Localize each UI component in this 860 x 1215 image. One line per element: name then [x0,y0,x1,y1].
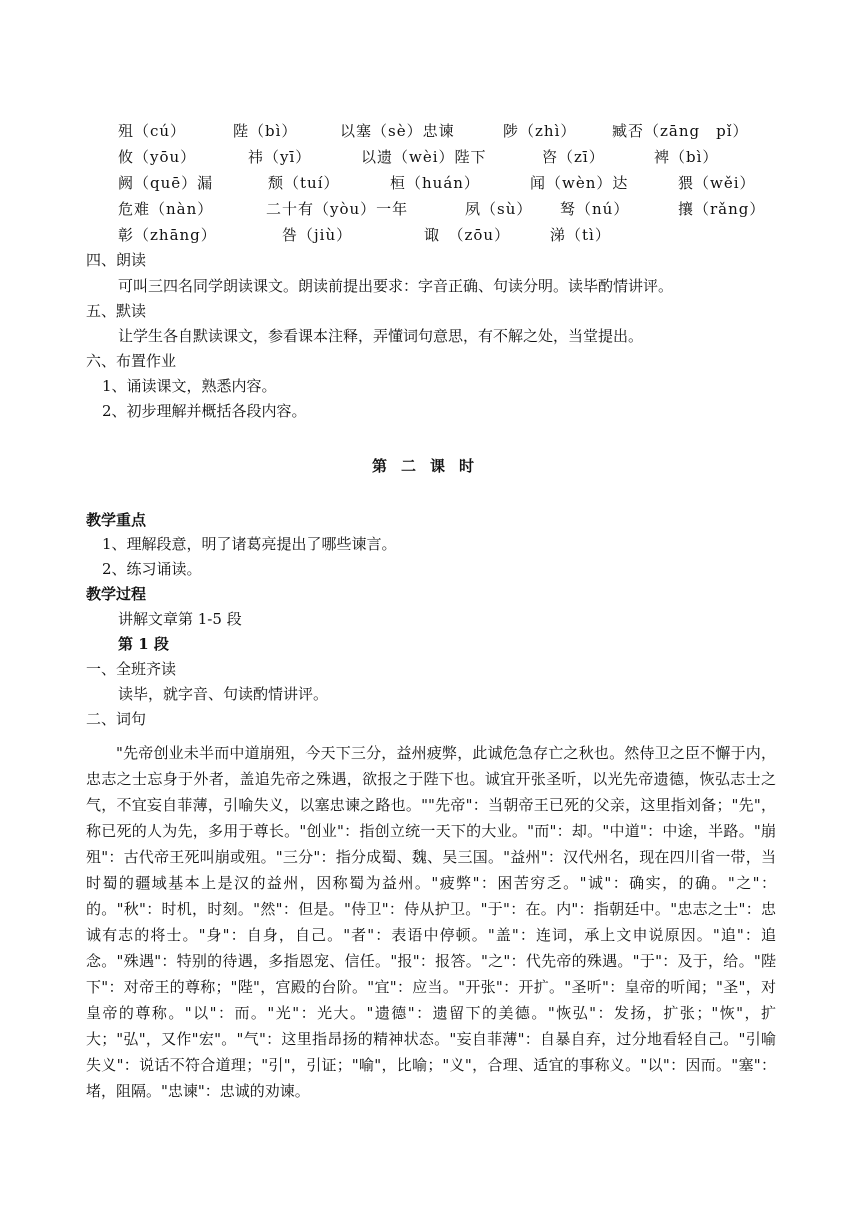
process-heading: 教学过程 [86,585,147,603]
pinyin-item: 咨（zī） [542,148,605,166]
pinyin-item: 以遗（wèi）陛下 [361,148,487,166]
pinyin-item: 殂（cú） [118,122,187,140]
step-heading: 二、词句 [86,710,147,728]
section-text: 让学生各自默读课文，参看课本注释，弄懂词句意思，有不解之处，当堂提出。 [118,327,644,345]
pinyin-item: 臧否（zāng pǐ） [612,122,749,140]
pinyin-item: 二十有（yòu）一年 [266,200,409,218]
pinyin-item: 祎（yī） [248,148,312,166]
pinyin-item: 陛（bì） [233,122,298,140]
list-item: 2、初步理解并概括各段内容。 [102,402,307,420]
list-item: 2、练习诵读。 [102,560,202,578]
pinyin-list [118,118,798,248]
pinyin-row [118,222,798,248]
paragraph-title: 第 1 段 [118,635,169,653]
pinyin-row [118,196,798,222]
pinyin-item: 猥（wěi） [678,174,756,192]
step-text: 读毕，就字音、句读酌情讲评。 [118,685,329,703]
pinyin-item: 夙（sù） [465,200,533,218]
process-intro: 讲解文章第 1-5 段 [118,610,242,628]
pinyin-item: 颓（tuí） [268,174,340,192]
section-heading: 五、默读 [86,302,147,320]
section-heading: 四、朗读 [86,251,147,269]
pinyin-item: 诹 （zōu） [424,226,511,244]
pinyin-item: 危难（nàn） [118,200,214,218]
step-heading: 一、全班齐读 [86,660,177,678]
pinyin-item: 阙（quē）漏 [118,174,214,192]
list-item: 1、理解段意，明了诸葛亮提出了哪些谏言。 [102,535,397,553]
key-points-heading: 教学重点 [86,511,147,529]
pinyin-item: 闻（wèn）达 [530,174,629,192]
pinyin-item: 咎（jiù） [282,226,353,244]
pinyin-item: 彰（zhāng） [118,226,217,244]
section-text: 可叫三四名同学朗读课文。朗读前提出要求：字音正确、句读分明。读毕酌情讲评。 [118,277,674,295]
pinyin-item: 陟（zhì） [503,122,577,140]
pinyin-item: 涕（tì） [550,226,611,244]
pinyin-item: 攸（yōu） [118,148,197,166]
pinyin-item: 桓（huán） [390,174,480,192]
list-item: 1、诵读课文，熟悉内容。 [102,377,277,395]
pinyin-item: 驽（nú） [560,200,630,218]
section-heading: 六、布置作业 [86,352,177,370]
pinyin-item: 攘（rǎng） [678,200,766,218]
pinyin-row [118,118,798,144]
pinyin-row [118,170,798,196]
lesson-title: 第二课时 [371,457,488,475]
pinyin-item: 以塞（sè）忠谏 [340,122,455,140]
pinyin-row [118,144,798,170]
annotation-paragraph: "先帝创业未半而中道崩殂，今天下三分，益州疲弊，此诚危急存亡之秋也。然侍卫之臣不懈于内，忠志之士忘身于外者，盖追先帝之殊遇，欲报之于陛下也。诚宜开张圣听，以光先帝遗德，恢弘志士之气，不宜妄自菲薄，引喻失义，以塞忠谏之路也。""先帝"：当朝帝王已死的父亲，这里指刘备；"先"，称已死的人为先，多用于尊长。"创业"：指创立统一天下的大业。"而"：却。"中道"：中途，半路。"崩殂"：古代帝王死叫崩或殂。"三分"：指分成蜀、魏、吴三国。"益州"：汉代州名，现在四川省一带，当时蜀的疆域基本上是汉的益州，因称蜀为益州。"疲弊"：困苦穷乏。"诚"：确实，的确。"之"：的。"秋"：时机，时刻。"然"：但是。"侍卫"：侍从护卫。"于"：在。内"：指朝廷中。"忠志之士"：忠诚有志的将士。"身"：自身，自己。"者"：表语中停顿。"盖"：连词，承上文申说原因。"追"：追念。"殊遇"：特别的待遇，多指恩宠、信任。"报"：报答。"之"：代先帝的殊遇。"于"：及于，给。"陛下"：对帝王的尊称；"陛"，宫殿的台阶。"宜"：应当。"开张"：开扩。"圣听"：皇帝的听闻；"圣"，对皇帝的尊称。"以"：而。"光"：光大。"遗德"：遗留下的美德。"恢弘"：发扬，扩张；"恢"，扩大；"弘"，又作"宏"。"气"：这里指昂扬的精神状态。"妄自菲薄"：自暴自弃，过分地看轻自己。"引喻失义"：说话不符合道理；"引"，引证；"喻"，比喻；"义"，合理、适宜的事称义。"以"：因而。"塞"：堵，阻隔。"忠谏"：忠诚的劝谏。 [86,744,776,1100]
pinyin-item: 裨（bì） [654,148,719,166]
